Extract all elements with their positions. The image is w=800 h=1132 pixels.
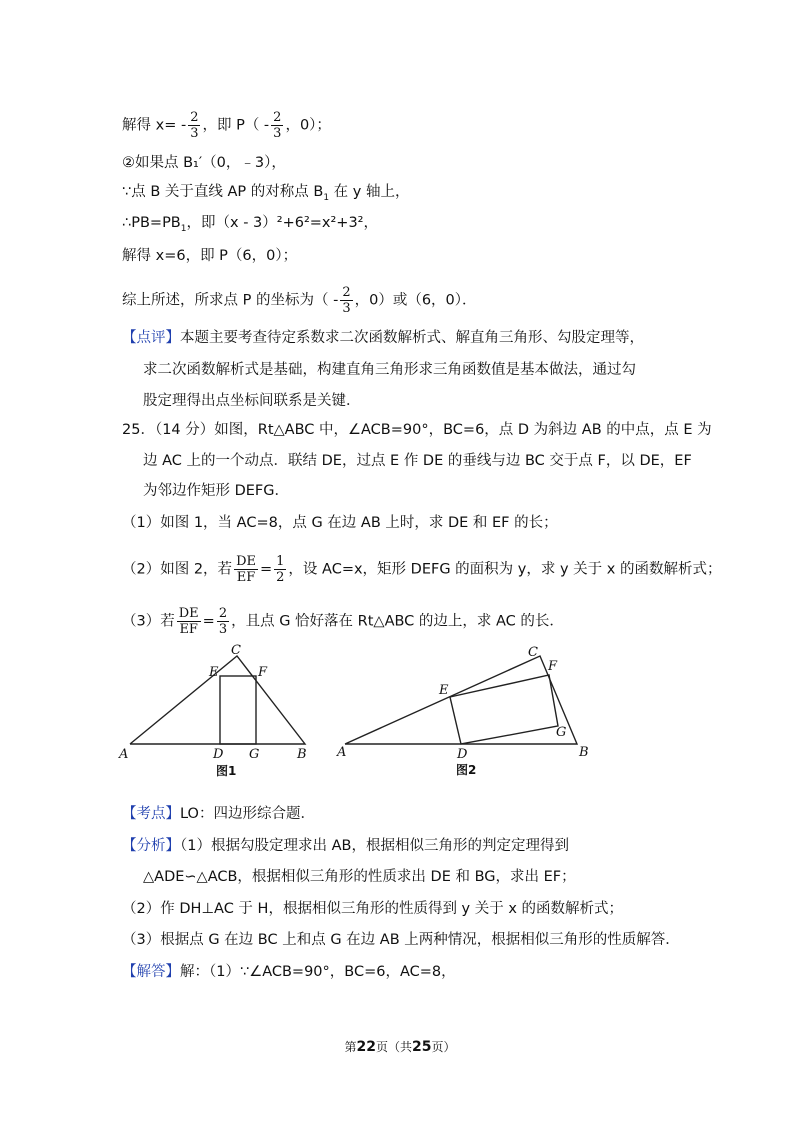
question-25-part-3: （3）若 $\frac{DE}{EF}$ = $\frac{2}{3}$ ，且点 G 恰好落在 Rt△ABC 的边上，求 AC 的长． <box>122 606 564 637</box>
label-B: B <box>579 745 589 760</box>
kaodian-line: 【考点】LO：四边形综合题． <box>122 806 315 822</box>
analysis-line-2: △ADE∽△ACB，根据相似三角形的性质求出 DE 和 BG，求出 EF； <box>143 869 576 885</box>
figure-1-caption: 图1 <box>216 764 237 778</box>
analysis-line-4: （3）根据点 G 在边 BC 上和点 G 在边 AB 上两种情况，根据相似三角形的性质解答． <box>122 932 680 948</box>
analysis-label: 【分析】 <box>122 838 180 854</box>
label-G: G <box>249 747 260 762</box>
question-25-line-1: 25．（14 分）如图，Rt△ABC 中，∠ACB=90°，BC=6，点 D 为斜边 AB 的中点，点 E 为 <box>122 422 712 438</box>
fraction: $\frac{2}{3}$ <box>342 285 351 316</box>
fraction: $\frac{DE}{EF}$ <box>178 606 199 637</box>
label-F: F <box>258 665 268 680</box>
question-25-part-1: （1）如图 1，当 AC=8，点 G 在边 AB 上时，求 DE 和 EF 的长； <box>122 515 558 531</box>
answer-line: 【解答】解：（1）∵∠ACB=90°，BC=6，AC=8， <box>122 964 456 980</box>
label-D: D <box>457 747 468 762</box>
label-F: F <box>548 659 558 674</box>
fraction: $\frac{2}{3}$ <box>190 110 199 141</box>
figure-2 <box>335 640 605 780</box>
solve-line-4: $\therefore PB=PB_1$，即（x - 3）²+6²=x²+3²， <box>122 215 378 234</box>
label-E: E <box>439 683 449 698</box>
fraction: $\frac{1}{2}$ <box>276 554 285 585</box>
fraction: $\frac{2}{3}$ <box>273 110 282 141</box>
solve-line-2: ②如果点 B₁′（0，﹣3）， <box>122 155 286 171</box>
label-D: D <box>213 747 224 762</box>
rectangle-defg <box>220 676 256 744</box>
question-25-line-2: 边 AC 上的一个动点．联结 DE，过点 E 作 DE 的垂线与边 BC 交于点 F，以 DE，EF <box>143 453 692 469</box>
label-B: B <box>297 747 307 762</box>
question-25-line-3: 为邻边作矩形 DEFG． <box>143 483 290 499</box>
comment-line-3: 股定理得出点坐标间联系是关键． <box>143 393 361 409</box>
analysis-line-3: （2）作 DH⊥AC 于 H，根据相似三角形的性质得到 y 关于 x 的函数解析式； <box>122 901 624 917</box>
fraction: $\frac{2}{3}$ <box>218 606 228 637</box>
label-C: C <box>231 643 241 658</box>
page-number: 22 <box>356 1039 376 1055</box>
kaodian-label: 【考点】 <box>122 806 180 822</box>
label-G: G <box>556 725 567 740</box>
label-E: E <box>209 665 219 680</box>
analysis-line-1: 【分析】（1）根据勾股定理求出 AB，根据相似三角形的判定定理得到 <box>122 838 569 854</box>
solve-line-5: 解得 x=6，即 P（6，0）； <box>122 248 298 264</box>
solve-line-1: 解得 x= - $\frac{2}{3}$ ，即 P（ - $\frac{2}{3}$ ，0）； <box>122 110 331 141</box>
question-25-part-2: （2）如图 2，若 $\frac{DE}{EF}$ = $\frac{1}{2}$ ，设 AC=x，矩形 DEFG 的面积为 y，求 y 关于 x 的函数解析式； <box>122 554 722 585</box>
answer-label: 【解答】 <box>122 964 180 980</box>
label-A: A <box>119 747 129 762</box>
conclusion-line: 综上所述，所求点 P 的坐标为（ - $\frac{2}{3}$ ，0）或（6，0）． <box>122 285 477 316</box>
comment-label: 【点评】 <box>122 330 180 346</box>
page-total: 25 <box>412 1039 432 1055</box>
comment-line-1: 【点评】本题主要考查待定系数求二次函数解析式、解直角三角形、勾股定理等， <box>122 330 644 346</box>
page-footer: 第22页（共25页） <box>344 1039 456 1055</box>
figure-2-caption: 图2 <box>456 763 477 777</box>
comment-line-2: 求二次函数解析式是基础，构建直角三角形求三角函数值是基本做法，通过勾 <box>143 362 636 378</box>
figure-1 <box>115 640 315 780</box>
triangle-abc <box>345 656 577 744</box>
solve-line-3: ∵点 B 关于直线 AP 的对称点 $B_1$ 在 y 轴上， <box>122 184 410 203</box>
label-C: C <box>528 645 538 660</box>
rectangle-defg <box>450 675 558 744</box>
label-A: A <box>337 745 347 760</box>
fraction: $\frac{DE}{EF}$ <box>236 554 256 585</box>
